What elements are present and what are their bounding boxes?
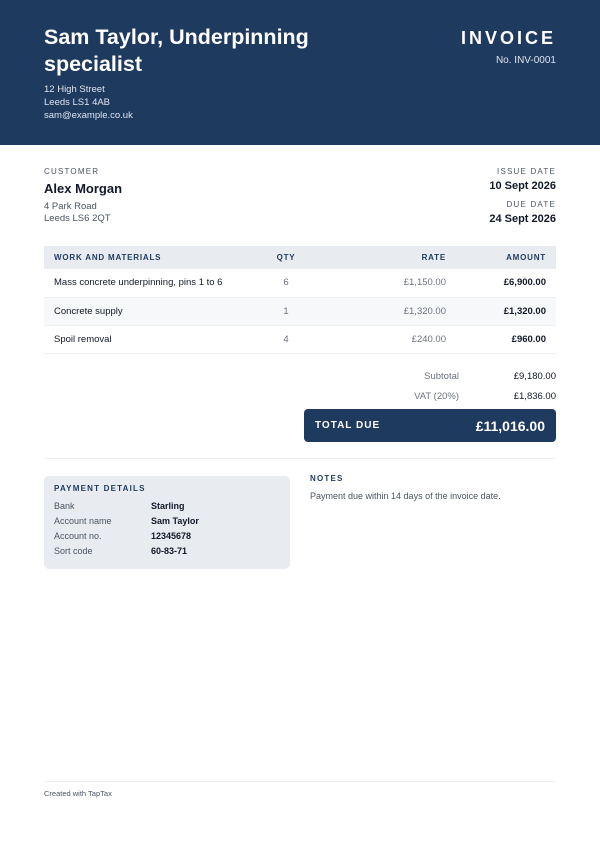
footer-divider <box>44 781 556 782</box>
notes-title: NOTES <box>310 474 344 483</box>
business-name: Sam Taylor, Underpinning specialist <box>44 25 309 76</box>
column-header-work: WORK AND MATERIALS <box>44 246 256 269</box>
bank-label: Bank <box>54 500 75 511</box>
customer-address-line2: Leeds LS6 2QT <box>44 213 111 224</box>
footer-text: Created with TapTax <box>44 789 112 798</box>
account-name-value: Sam Taylor <box>151 515 199 526</box>
customer-address <box>44 201 122 225</box>
sort-code-label: Sort code <box>54 545 93 556</box>
invoice-number: No. INV-0001 <box>495 55 556 66</box>
payment-row-sort-code <box>54 543 280 558</box>
subtotal-value: £9,180.00 <box>513 370 556 382</box>
row-qty: 1 <box>256 297 316 325</box>
account-no-label: Account no. <box>54 530 102 541</box>
row-rate: £240.00 <box>316 325 456 353</box>
bank-value: Starling <box>151 500 185 511</box>
sort-code-value: 60-83-71 <box>151 545 188 556</box>
row-qty: 6 <box>256 269 316 297</box>
row-description: Spoil removal <box>44 325 256 353</box>
row-rate: £1,320.00 <box>316 297 456 325</box>
invoice-header <box>0 0 600 145</box>
total-due-value: £11,016.00 <box>475 417 545 434</box>
invoice-title: INVOICE <box>460 28 556 48</box>
column-header-amount: AMOUNT <box>456 246 556 269</box>
customer-label: CUSTOMER <box>44 167 100 176</box>
table-header-row <box>44 246 556 269</box>
issue-date-label: ISSUE DATE <box>497 167 556 176</box>
business-address <box>44 83 133 122</box>
row-qty: 4 <box>256 325 316 353</box>
account-name-label: Account name <box>54 515 112 526</box>
customer-name: Alex Morgan <box>44 181 123 196</box>
column-header-qty: QTY <box>256 246 316 269</box>
row-amount: £960.00 <box>456 325 556 353</box>
vat-row <box>304 386 556 406</box>
payment-row-bank <box>54 498 280 513</box>
business-address-line2: Leeds LS1 4AB <box>44 97 111 108</box>
row-description: Mass concrete underpinning, pins 1 to 6 <box>44 269 256 297</box>
column-header-rate: RATE <box>316 246 456 269</box>
payment-details-box <box>44 476 290 569</box>
due-date-value: 24 Sept 2026 <box>489 213 556 225</box>
row-amount: £1,320.00 <box>456 297 556 325</box>
notes-text: Payment due within 14 days of the invoice date. <box>310 491 501 501</box>
customer-block <box>44 167 122 225</box>
row-rate: £1,150.00 <box>316 269 456 297</box>
row-amount: £6,900.00 <box>456 269 556 297</box>
total-due-label: TOTAL DUE <box>315 420 381 431</box>
payment-row-account-no <box>54 528 280 543</box>
table-row <box>44 325 556 353</box>
subtotal-row <box>304 366 556 386</box>
due-date-label: DUE DATE <box>506 200 556 209</box>
table-row <box>44 269 556 297</box>
business-address-line1: 12 High Street <box>44 84 105 95</box>
table-row <box>44 297 556 325</box>
vat-label: VAT (20%) <box>414 390 459 402</box>
section-divider <box>44 458 556 459</box>
account-no-value: 12345678 <box>151 530 192 541</box>
payment-details-title: PAYMENT DETAILS <box>54 484 146 493</box>
business-email: sam@example.co.uk <box>44 110 133 121</box>
vat-value: £1,836.00 <box>513 390 556 402</box>
row-description: Concrete supply <box>44 297 256 325</box>
subtotal-label: Subtotal <box>424 370 459 382</box>
dates-block <box>489 167 556 225</box>
notes-block <box>310 474 556 501</box>
issue-date-value: 10 Sept 2026 <box>489 180 556 192</box>
customer-address-line1: 4 Park Road <box>44 201 97 212</box>
line-items-table <box>44 246 556 354</box>
total-due-bar <box>304 409 556 442</box>
payment-row-account-name <box>54 513 280 528</box>
totals-block <box>304 366 556 406</box>
